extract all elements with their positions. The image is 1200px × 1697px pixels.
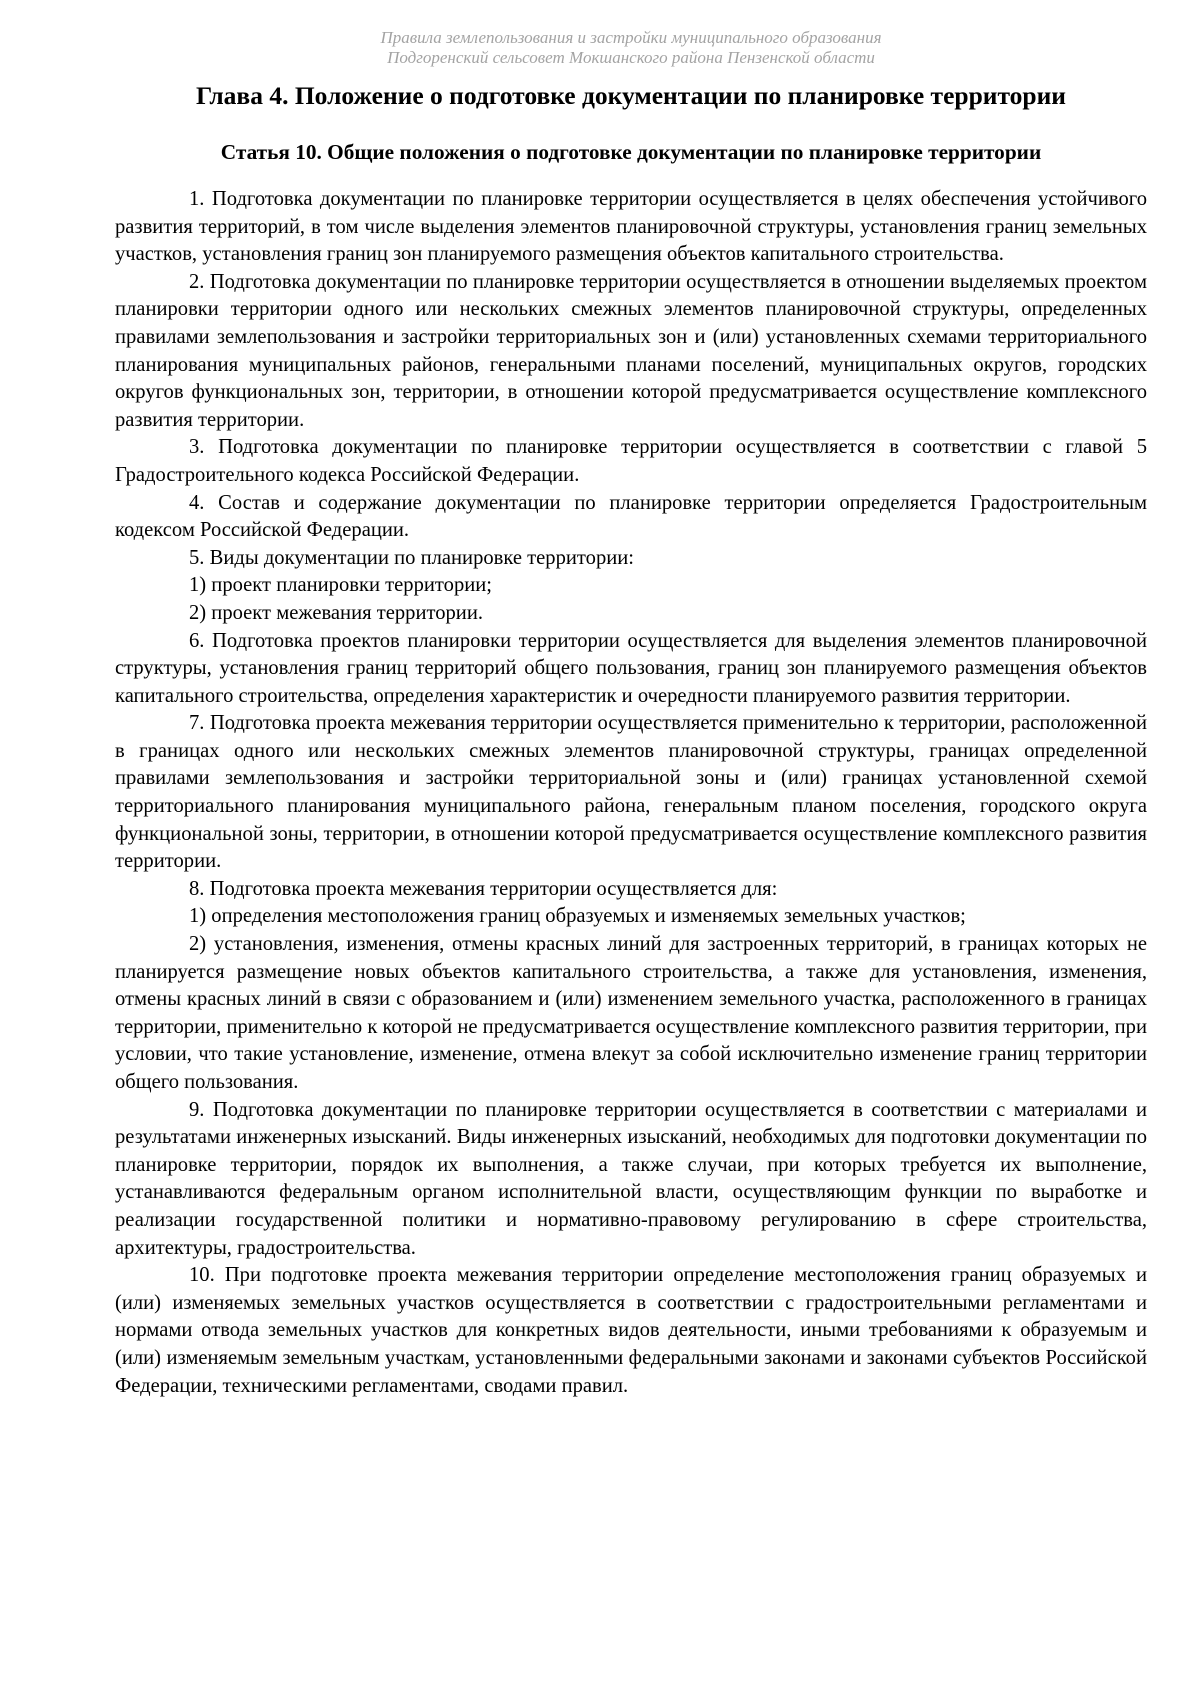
article-title: Статья 10. Общие положения о подготовке документации по планировке территории (220, 140, 1042, 164)
paragraph-7: 7. Подготовка проекта межевания территории осуществляется применительно к территории, расположенной в границах одного или нескольких смежных элементов планировочной структуры, границах определенной правилами землепользования и застройки территориальной зоны и (или) границах установленной схемой территориального планирования муниципального района, генеральным планом поселения, городского округа функциональной зоны, территории, в отношении которой предусматривается осуществление комплексного развития территории. (115, 712, 1147, 873)
paragraph-3: 3. Подготовка документации по планировке территории осуществляется в соответствии с главой 5 Градостроительного кодекса Российской Федерации. (115, 436, 1147, 486)
paragraph-5: 5. Виды документации по планировке территории: (189, 546, 635, 569)
list-item-8-2: 2) установления, изменения, отмены красных линий для застроенных территорий, в границах которых не планируется размещение новых объектов капитального строительства, а также для установления, изменения, отмены красных линий в связи с образованием и (или) изменением земельного участка, расположенного в границах территории, применительно к которой не предусматривается осуществление комплексного развития территории, при условии, что такие установление, изменение, отмена влекут за собой исключительно изменение границ территории общего пользования. (115, 933, 1147, 1093)
running-header-line-1: Правила землепользования и застройки муниципального образования (380, 28, 882, 47)
paragraph-1: 1. Подготовка документации по планировке территории осуществляется в целях обеспечения устойчивого развития территорий, в том числе выделения элементов планировочной структуры, установления границ земельных участков, установления границ зон планируемого размещения объектов капитального строительства. (115, 188, 1147, 266)
paragraph-6: 6. Подготовка проектов планировки территории осуществляется для выделения элементов планировочной структуры, установления границ территорий общего пользования, границ зон планируемого размещения объектов капитального строительства, определения характеристик и очередности планируемого развития территории. (115, 629, 1147, 707)
chapter-title: Глава 4. Положение о подготовке документации по планировке территории (196, 81, 1066, 110)
list-item-8-1: 1) определения местоположения границ образуемых и изменяемых земельных участков; (189, 905, 966, 928)
list-item-5-1: 1) проект планировки территории; (189, 574, 493, 597)
list-item-5-2: 2) проект межевания территории. (189, 601, 483, 624)
paragraph-10: 10. При подготовке проекта межевания территории определение местоположения границ образуемых и (или) изменяемых земельных участков осуществляется в соответствии с градостроительными регламентами и нормами отвода земельных участков для конкретных видов деятельности, иными требованиями к образуемым и (или) изменяемым земельным участкам, установленными федеральными законами и законами субъектов Российской Федерации, техническими регламентами, сводами правил. (115, 1264, 1147, 1397)
paragraph-8: 8. Подготовка проекта межевания территории осуществляется для: (189, 877, 778, 900)
paragraph-2: 2. Подготовка документации по планировке территории осуществляется в отношении выделяемых проектом планировки территории одного или нескольких смежных элементов планировочной структуры, определенных правилами землепользования и застройки территориальных зон и (или) установленных схемами территориального планирования муниципальных районов, генеральными планами поселений, муниципальных округов, городских округов функциональных зон, территории, в отношении которой предусматривается осуществление комплексного развития территории. (115, 270, 1147, 431)
article-body (115, 186, 1147, 1400)
running-header (115, 28, 1147, 68)
paragraph-4: 4. Состав и содержание документации по планировке территории определяется Градостроительным кодексом Российской Федерации. (115, 491, 1147, 542)
running-header-line-2: Подгоренский сельсовет Мокшанского района Пензенской области (387, 48, 875, 67)
paragraph-9: 9. Подготовка документации по планировке территории осуществляется в соответствии с материалами и результатами инженерных изысканий. Виды инженерных изысканий, необходимых для подготовки документации по планировке территории, порядок их выполнения, а также случаи, при которых требуется их выполнение, устанавливаются федеральным органом исполнительной власти, осуществляющим функции по выработке и реализации государственной политики и нормативно-правовому регулированию в сфере строительства, архитектуры, градостроительства. (115, 1098, 1147, 1259)
document-page (115, 28, 1147, 1400)
